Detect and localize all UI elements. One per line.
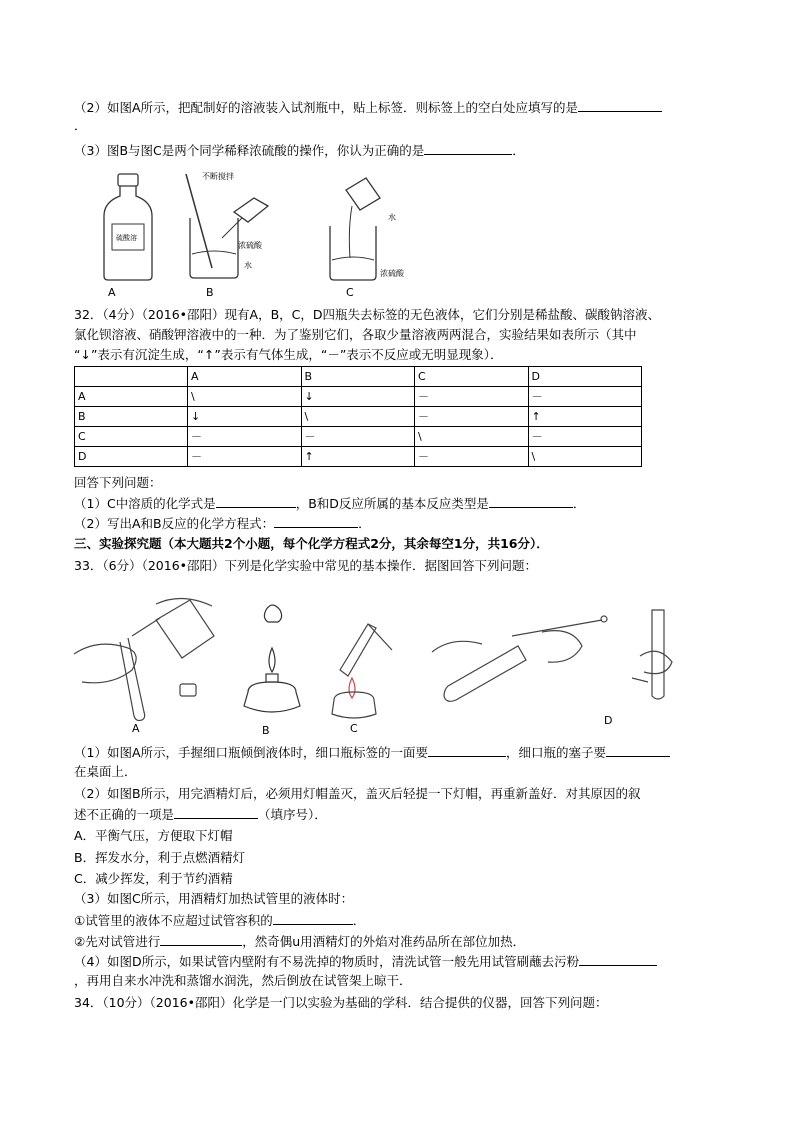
q31-part2-end: ． [74,118,87,133]
bottle-label-text: 硫酸溶 [116,234,137,242]
answer-blank[interactable] [160,932,242,946]
beaker-b-icon [186,174,268,278]
fig-label-b: B [262,724,270,736]
fig-label-d: D [604,714,613,727]
answer-blank[interactable] [579,952,657,966]
pouring-liquid-icon [74,598,214,720]
beaker-c-icon [330,178,380,280]
answer-blank[interactable] [273,911,353,925]
table-row: D － ↑ － \ [75,447,642,467]
answer-blank[interactable] [578,98,662,112]
reagent-bottle-icon [104,174,152,280]
q33-sub4: （4）如图D所示，如果试管内壁附有不易洗掉的物质时，清洗试管一般先用试管刷蘸去污粉 [74,952,657,971]
alcohol-lamp-icon [244,605,300,712]
answer-blank[interactable] [174,805,258,819]
section-heading: 三、实验探究题（本大题共2个小题，每个化学方程式2分，其余每空1分，共16分）． [74,536,549,551]
q33-sub3: （3）如图C所示，用酒精灯加热试管里的液体时： [74,891,354,906]
heating-test-tube-icon [332,624,392,718]
q33-sub4-cont: ，再用自来水冲洗和蒸馏水润洗，然后倒放在试管架上晾干． [74,973,412,988]
answer-blank[interactable] [428,743,506,757]
result-table [74,366,642,467]
q33-sub1-cont: 在桌面上． [74,764,137,779]
q32-line1: 32．（4分）（2016•邵阳）现有A，B，C，D四瓶失去标签的无色液体，它们分别是稀盐酸、碳酸钠溶液、 [74,307,661,322]
q33-sub1: （1）如图A所示，手握细口瓶倾倒液体时，细口瓶标签的一面要 ，细口瓶的塞子要 [74,743,670,762]
q32-line3: “↓”表示有沉淀生成，“↑”表示有气体生成，“－”表示不反应或无明显现象）． [74,347,503,362]
option-a: A．平衡气压，方便取下灯帽 [74,828,233,843]
q33-sub2: （2）如图B所示，用完酒精灯后，必须用灯帽盖灭，盖灭后轻提一下灯帽，再重新盖好．对其原因的叙 [74,786,641,801]
q33-figure [72,596,732,736]
stir-label: 不断搅拌 [202,172,234,181]
table-row: B ↓ \ － ↑ [75,407,642,427]
q33-sub3-1: ①试管里的液体不应超过试管容积的 ． [74,913,366,928]
acid-label-b: 浓硫酸 [238,241,262,250]
fig-label-b: B [206,286,214,298]
test-tube-brush-icon [432,610,672,701]
option-c: C．减少挥发，利于节约酒精 [74,871,233,886]
option-b: B．挥发水分，利于点燃酒精灯 [74,850,246,865]
q31-part3: （3）图B与图C是两个同学稀释浓硫酸的操作，你认为正确的是 ． [74,143,525,158]
q32-sub1: （1）C中溶质的化学式是 ，B和D反应所属的基本反应类型是 ． [74,496,586,511]
acid-label-c: 浓硫酸 [380,269,404,278]
q31-figure [96,168,436,298]
q34-intro: 34．（10分）（2016•邵阳）化学是一门以实验为基础的学科．结合提供的仪器，回答下列问题： [74,995,608,1010]
water-label-c: 水 [388,213,396,222]
q31-part2: （2）如图A所示，把配制好的溶液装入试剂瓶中，贴上标签．则标签上的空白处应填写的是 [74,98,662,117]
fig-label-a: A [132,722,140,735]
table-row: A \ ↓ － － [75,387,642,407]
answer-blank[interactable] [606,743,670,757]
q33-intro: 33．（6分）（2016•邵阳）下列是化学实验中常见的基本操作．据图回答下列问题： [74,558,538,573]
q33-sub3-2: ②先对试管进行 ，然奇偶u用酒精灯的外焰对准药品所在部位加热． [74,934,526,949]
answer-blank[interactable] [216,494,296,508]
table-header-row: A B C D [75,367,642,387]
fig-label-c: C [350,722,358,735]
answer-blank[interactable] [489,494,573,508]
water-label-b: 水 [244,261,252,270]
fig-label-c: C [346,286,354,298]
table-row: C － － \ － [75,427,642,447]
q32-answer-prompt: 回答下列问题： [74,475,162,490]
q32-sub2: （2）写出A和B反应的化学方程式： ． [74,516,371,531]
fig-label-a: A [108,286,116,298]
q33-sub2-cont: 述不正确的一项是 （填序号）． [74,807,327,822]
q32-line2: 氯化钡溶液、硝酸钾溶液中的一种．为了鉴别它们，各取少量溶液两两混合，实验结果如表所示（其中 [74,327,637,342]
answer-blank[interactable] [424,141,512,155]
answer-blank[interactable] [274,514,358,528]
